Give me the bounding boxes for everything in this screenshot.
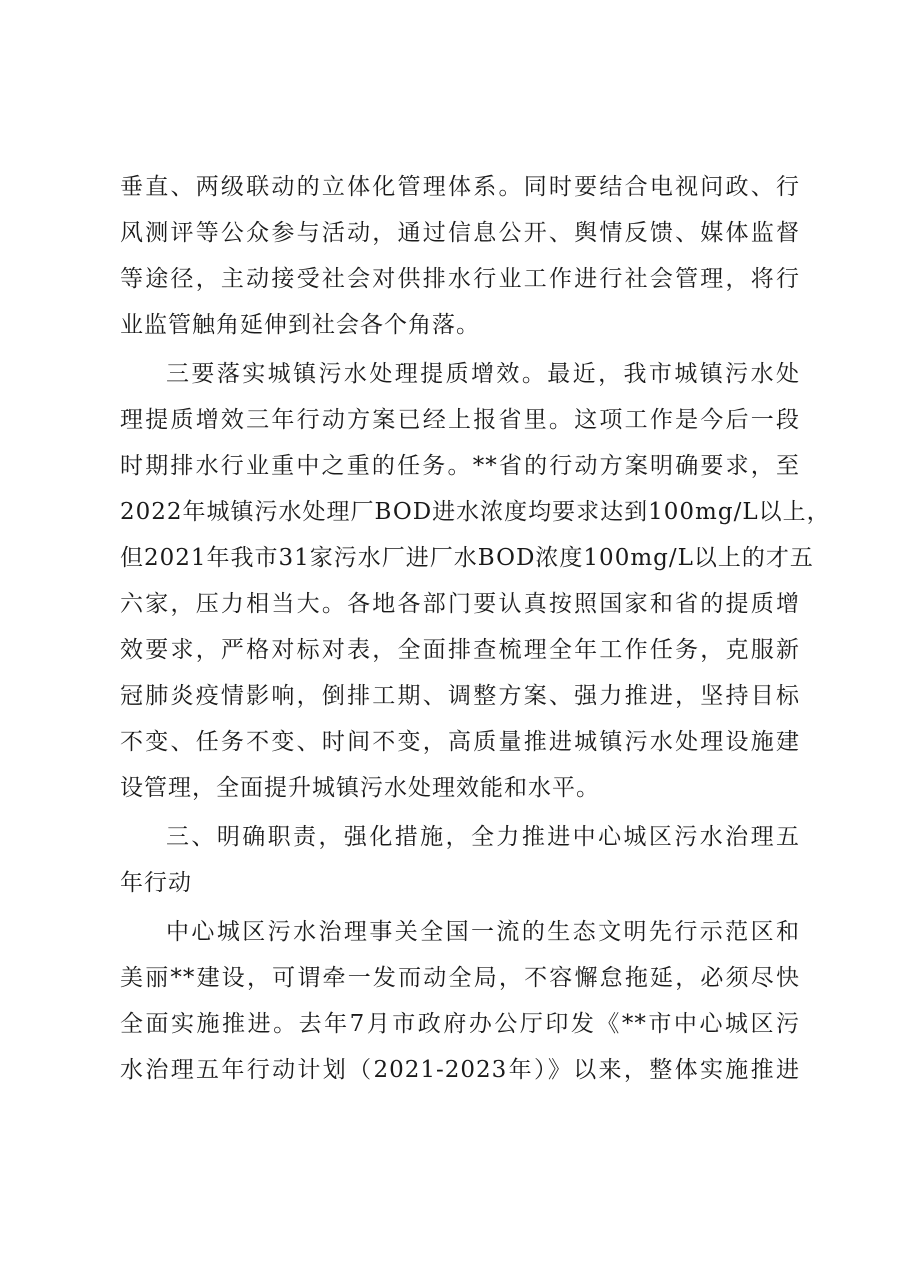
- section-heading-line: 年行动: [120, 870, 192, 896]
- text-line: 全面实施推进。去年7月市政府办公厅印发《**市中心城区污: [120, 1011, 800, 1037]
- text-line: 美丽**建设，可谓牵一发而动全局，不容懈怠拖延，必须尽快: [120, 965, 800, 991]
- text-line: 风测评等公众参与活动，通过信息公开、舆情反馈、媒体监督: [120, 220, 800, 246]
- paragraph-start-line: 中心城区污水治理事关全国一流的生态文明先行示范区和: [166, 919, 800, 945]
- paragraph-start-line: 三要落实城镇污水处理提质增效。最近，我市城镇污水处: [166, 361, 800, 387]
- text-line: 水治理五年行动计划（2021-2023年）》以来，整体实施推进: [120, 1057, 800, 1083]
- text-line: 垂直、两级联动的立体化管理体系。同时要结合电视问政、行: [120, 174, 800, 200]
- section-heading-line: 三、明确职责，强化措施，全力推进中心城区污水治理五: [166, 824, 800, 850]
- text-line: 设管理，全面提升城镇污水处理效能和水平。: [120, 775, 600, 801]
- text-line: 等途径，主动接受社会对供排水行业工作进行社会管理，将行: [120, 266, 800, 292]
- text-line: 六家，压力相当大。各地各部门要认真按照国家和省的提质增: [120, 591, 800, 617]
- text-line: 不变、任务不变、时间不变，高质量推进城镇污水处理设施建: [120, 729, 800, 755]
- text-line: 2022年城镇污水处理厂BOD进水浓度均要求达到100mg/L以上，: [120, 499, 831, 525]
- text-line: 冠肺炎疫情影响，倒排工期、调整方案、强力推进，坚持目标: [120, 683, 800, 709]
- text-line: 但2021年我市31家污水厂进厂水BOD浓度100mg/L以上的才五: [120, 545, 814, 571]
- text-line: 业监管触角延伸到社会各个角落。: [120, 312, 480, 338]
- text-line: 理提质增效三年行动方案已经上报省里。这项工作是今后一段: [120, 407, 800, 433]
- text-line: 时期排水行业重中之重的任务。**省的行动方案明确要求，至: [120, 453, 800, 479]
- text-line: 效要求，严格对标对表，全面排查梳理全年工作任务，克服新: [120, 637, 800, 663]
